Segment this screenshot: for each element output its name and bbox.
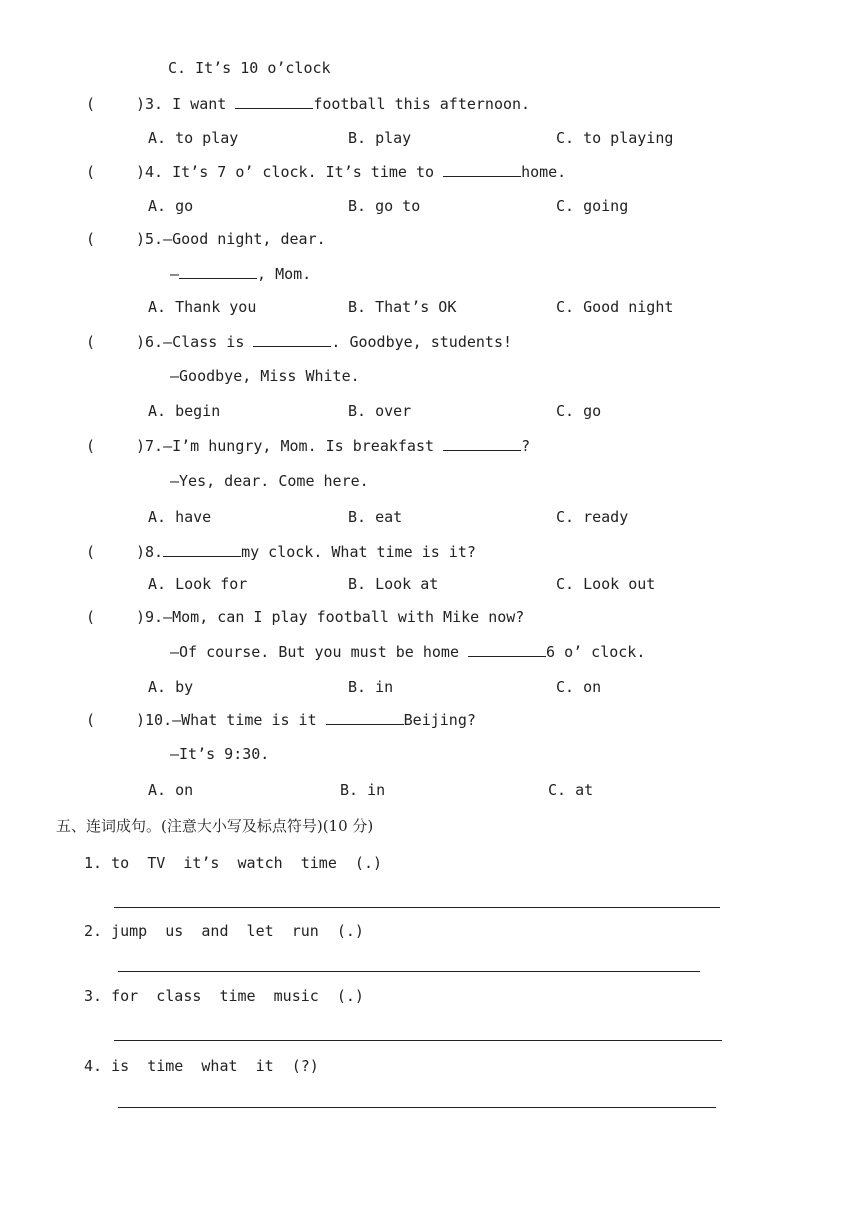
q3-pre: I want	[172, 95, 236, 113]
s5-item-2: 2. jump us and let run (.)	[84, 922, 364, 940]
q4-paren-open: (	[86, 163, 96, 181]
q7-option-c: C. ready	[556, 508, 629, 526]
q9-line1: —Mom, can I play football with Mike now?	[163, 608, 525, 626]
q5-paren-open: (	[86, 230, 96, 248]
q9-paren-open: (	[86, 608, 96, 626]
q10-option-c: C. at	[548, 781, 594, 799]
q3-post: football this afternoon.	[313, 95, 531, 113]
q10-number: )10.	[136, 711, 173, 729]
q7-paren-open: (	[86, 437, 96, 455]
q4-blank[interactable]	[443, 162, 521, 177]
q4-pre: It’s 7 o’ clock. It’s time to	[172, 163, 444, 181]
q7-number: )7.	[136, 437, 164, 455]
q9-blank[interactable]	[468, 642, 546, 657]
q6-option-c: C. go	[556, 402, 602, 420]
q7-option-a: A. have	[148, 508, 212, 526]
q5-option-a: A. Thank you	[148, 298, 257, 316]
q8-number: )8.	[136, 543, 164, 561]
q8-blank[interactable]	[163, 542, 241, 557]
q4-option-a: A. go	[148, 197, 194, 215]
s5-item-3: 3. for class time music (.)	[84, 987, 364, 1005]
q8-option-b: B. Look at	[348, 575, 439, 593]
q5-option-b: B. That’s OK	[348, 298, 457, 316]
q9-option-b: B. in	[348, 678, 394, 696]
q4-post: home.	[521, 163, 567, 181]
q4-option-c: C. going	[556, 197, 629, 215]
q8-option-c: C. Look out	[556, 575, 656, 593]
q6-post: . Goodbye, students!	[331, 333, 513, 351]
q4-number: )4.	[136, 163, 164, 181]
s5-answer-line-2[interactable]	[118, 971, 700, 972]
q6-number: )6.	[136, 333, 164, 351]
q9-pre: —Of course. But you must be home	[170, 643, 469, 661]
q7-blank[interactable]	[443, 436, 521, 451]
s5-answer-line-4[interactable]	[118, 1107, 716, 1108]
q10-paren-open: (	[86, 711, 96, 729]
s5-item-4: 4. is time what it (?)	[84, 1057, 319, 1075]
s5-item-1: 1. to TV it’s watch time (.)	[84, 854, 383, 872]
q6-line2: —Goodbye, Miss White.	[170, 367, 360, 385]
q9-option-c: C. on	[556, 678, 602, 696]
q7-post: ?	[521, 437, 531, 455]
q3-blank[interactable]	[235, 94, 313, 109]
q7-option-b: B. eat	[348, 508, 403, 526]
q9-post: 6 o’ clock.	[546, 643, 646, 661]
q5-line1: —Good night, dear.	[163, 230, 326, 248]
q6-paren-open: (	[86, 333, 96, 351]
q7-pre: —I’m hungry, Mom. Is breakfast	[163, 437, 444, 455]
s5-answer-line-3[interactable]	[114, 1040, 722, 1041]
q8-option-a: A. Look for	[148, 575, 248, 593]
q7-line2: —Yes, dear. Come here.	[170, 472, 369, 490]
q8-paren-open: (	[86, 543, 96, 561]
q10-line2: —It’s 9:30.	[170, 745, 270, 763]
q3-paren-open: (	[86, 95, 96, 113]
q8-post: my clock. What time is it?	[241, 543, 476, 561]
q5-option-c: C. Good night	[556, 298, 674, 316]
q3-option-b: B. play	[348, 129, 412, 147]
q6-option-a: A. begin	[148, 402, 221, 420]
section5-title: 五、连词成句。(注意大小写及标点符号)(10 分)	[56, 817, 374, 835]
q6-blank[interactable]	[253, 332, 331, 347]
q5-stem	[136, 229, 326, 249]
q10-post: Beijing?	[403, 711, 476, 729]
q8-stem	[136, 542, 476, 562]
q7-stem	[136, 436, 530, 456]
q5-line2	[170, 264, 311, 284]
q3-option-a: A. to play	[148, 129, 239, 147]
q9-line2	[170, 642, 645, 662]
q4-stem	[136, 162, 566, 182]
q5-dash: —	[170, 265, 180, 283]
s5-answer-line-1[interactable]	[114, 907, 720, 908]
q10-option-a: A. on	[148, 781, 194, 799]
q2-option-c: C. It’s 10 o’clock	[168, 59, 331, 77]
q10-option-b: B. in	[340, 781, 386, 799]
q9-number: )9.	[136, 608, 164, 626]
q6-stem	[136, 332, 512, 352]
q5-post: , Mom.	[257, 265, 312, 283]
q4-option-b: B. go to	[348, 197, 421, 215]
q10-pre: —What time is it	[172, 711, 326, 729]
q10-stem	[136, 710, 476, 730]
q5-blank[interactable]	[179, 264, 257, 279]
q9-stem	[136, 607, 524, 627]
q3-stem	[136, 94, 530, 114]
q3-option-c: C. to playing	[556, 129, 674, 147]
q6-pre: —Class is	[163, 333, 254, 351]
q3-number: )3.	[136, 95, 164, 113]
q5-number: )5.	[136, 230, 164, 248]
q9-option-a: A. by	[148, 678, 194, 696]
q6-option-b: B. over	[348, 402, 412, 420]
q10-blank[interactable]	[326, 710, 404, 725]
